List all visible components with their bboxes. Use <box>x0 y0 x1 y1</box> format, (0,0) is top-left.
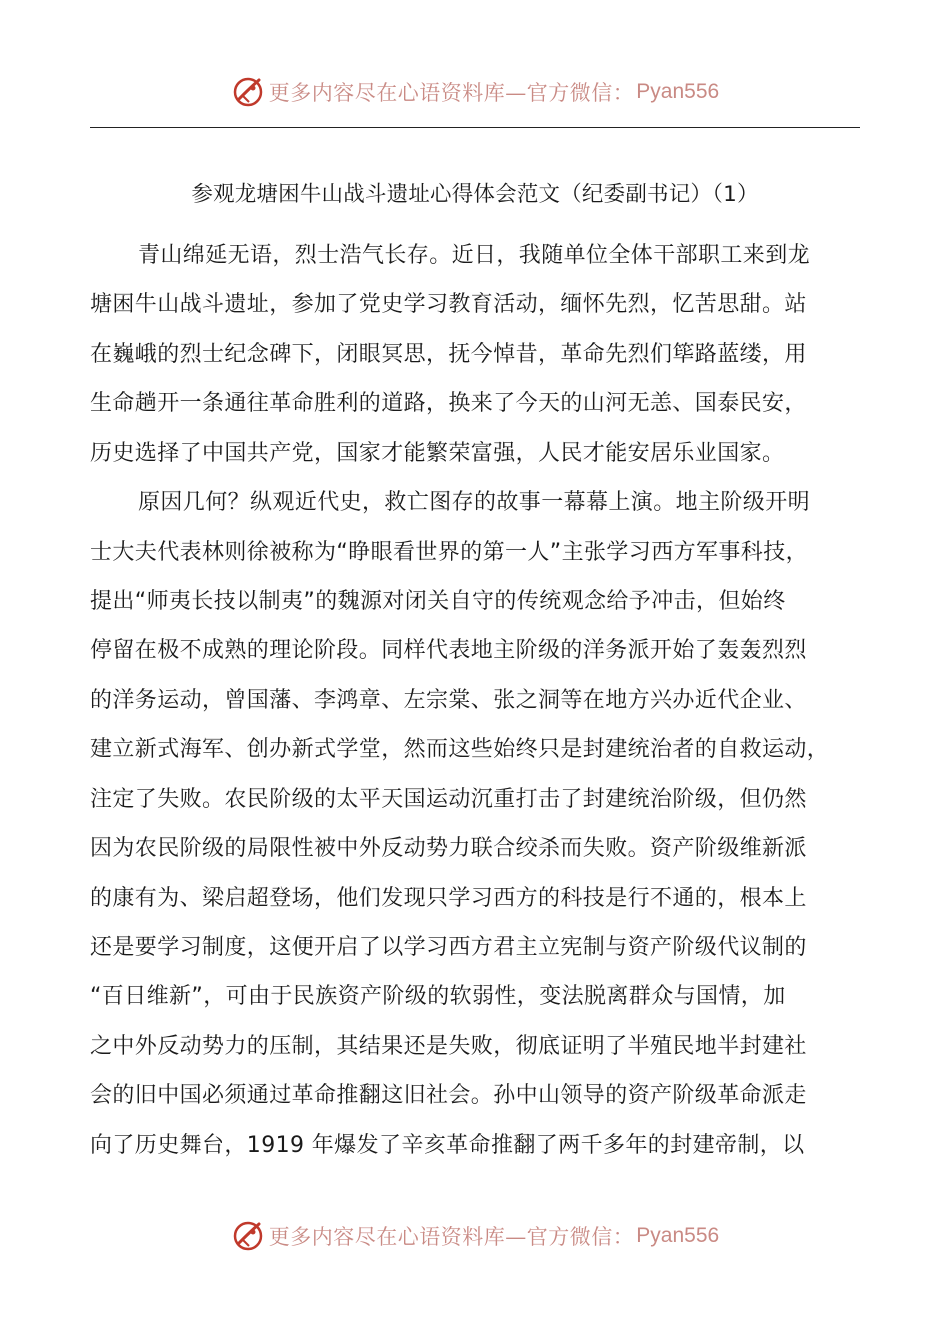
header-divider <box>90 127 860 128</box>
body-line: 的康有为、梁启超登场，他们发现只学习西方的科技是行不通的，根本上 <box>90 886 807 911</box>
body-line: 历史选择了中国共产党，国家才能繁荣富强，人民才能安居乐业国家。 <box>90 441 785 466</box>
wechat-id: Pyan556 <box>636 1224 720 1247</box>
body-line: 原因几何？纵观近代史，救亡图存的故事一幕幕上演。地主阶级开明 <box>138 490 811 515</box>
body-line: 青山绵延无语，烈士浩气长存。近日，我随单位全体干部职工来到龙 <box>138 243 811 268</box>
body-line: 建立新式海军、创办新式学堂，然而这些始终只是封建统治者的自救运动， <box>90 737 830 762</box>
banner-text: 更多内容尽在心语资料库—官方微信： <box>268 1225 635 1249</box>
body-line: 生命趟开一条通往革命胜利的道路，换来了今天的山河无恙、国泰民安， <box>90 391 807 416</box>
footer-banner <box>0 1216 950 1256</box>
body-line: 提出“师夷长技以制夷”的魏源对闭关自守的传统观念给予冲击，但始终 <box>90 589 786 614</box>
body-line: “百日维新”，可由于民族资产阶级的软弱性，变法脱离群众与国情，加 <box>90 984 786 1009</box>
body-line: 的洋务运动，曾国藩、李鸿章、左宗棠、张之洞等在地方兴办近代企业、 <box>90 688 807 713</box>
quill-logo-icon <box>231 75 265 109</box>
body-line: 向了历史舞台，1919 年爆发了辛亥革命推翻了两千多年的封建帝制，以 <box>90 1133 805 1158</box>
body-line: 会的旧中国必须通过革命推翻这旧社会。孙中山领导的资产阶级革命派走 <box>90 1083 807 1108</box>
body-line: 之中外反动势力的压制，其结果还是失败，彻底证明了半殖民地半封建社 <box>90 1034 807 1059</box>
body-line: 注定了失败。农民阶级的太平天国运动沉重打击了封建统治阶级，但仍然 <box>90 787 807 812</box>
quill-logo-icon <box>231 1219 265 1253</box>
body-line: 停留在极不成熟的理论阶段。同样代表地主阶级的洋务派开始了轰轰烈烈 <box>90 638 807 663</box>
body-line: 还是要学习制度，这便开启了以学习西方君主立宪制与资产阶级代议制的 <box>90 935 807 960</box>
document-title: 参观龙塘困牛山战斗遗址心得体会范文（纪委副书记）（1） <box>191 182 759 207</box>
body-line: 因为农民阶级的局限性被中外反动势力联合绞杀而失败。资产阶级维新派 <box>90 836 807 861</box>
body-line: 在巍峨的烈士纪念碑下，闭眼冥思，抚今悼昔，革命先烈们筚路蓝缕，用 <box>90 342 807 367</box>
wechat-id: Pyan556 <box>636 80 720 103</box>
body-line: 士大夫代表林则徐被称为“睁眼看世界的第一人”主张学习西方军事科技， <box>90 540 808 565</box>
body-line: 塘困牛山战斗遗址，参加了党史学习教育活动，缅怀先烈，忆苦思甜。站 <box>90 292 807 317</box>
banner-text: 更多内容尽在心语资料库—官方微信： <box>268 81 635 105</box>
header-banner <box>0 72 950 112</box>
